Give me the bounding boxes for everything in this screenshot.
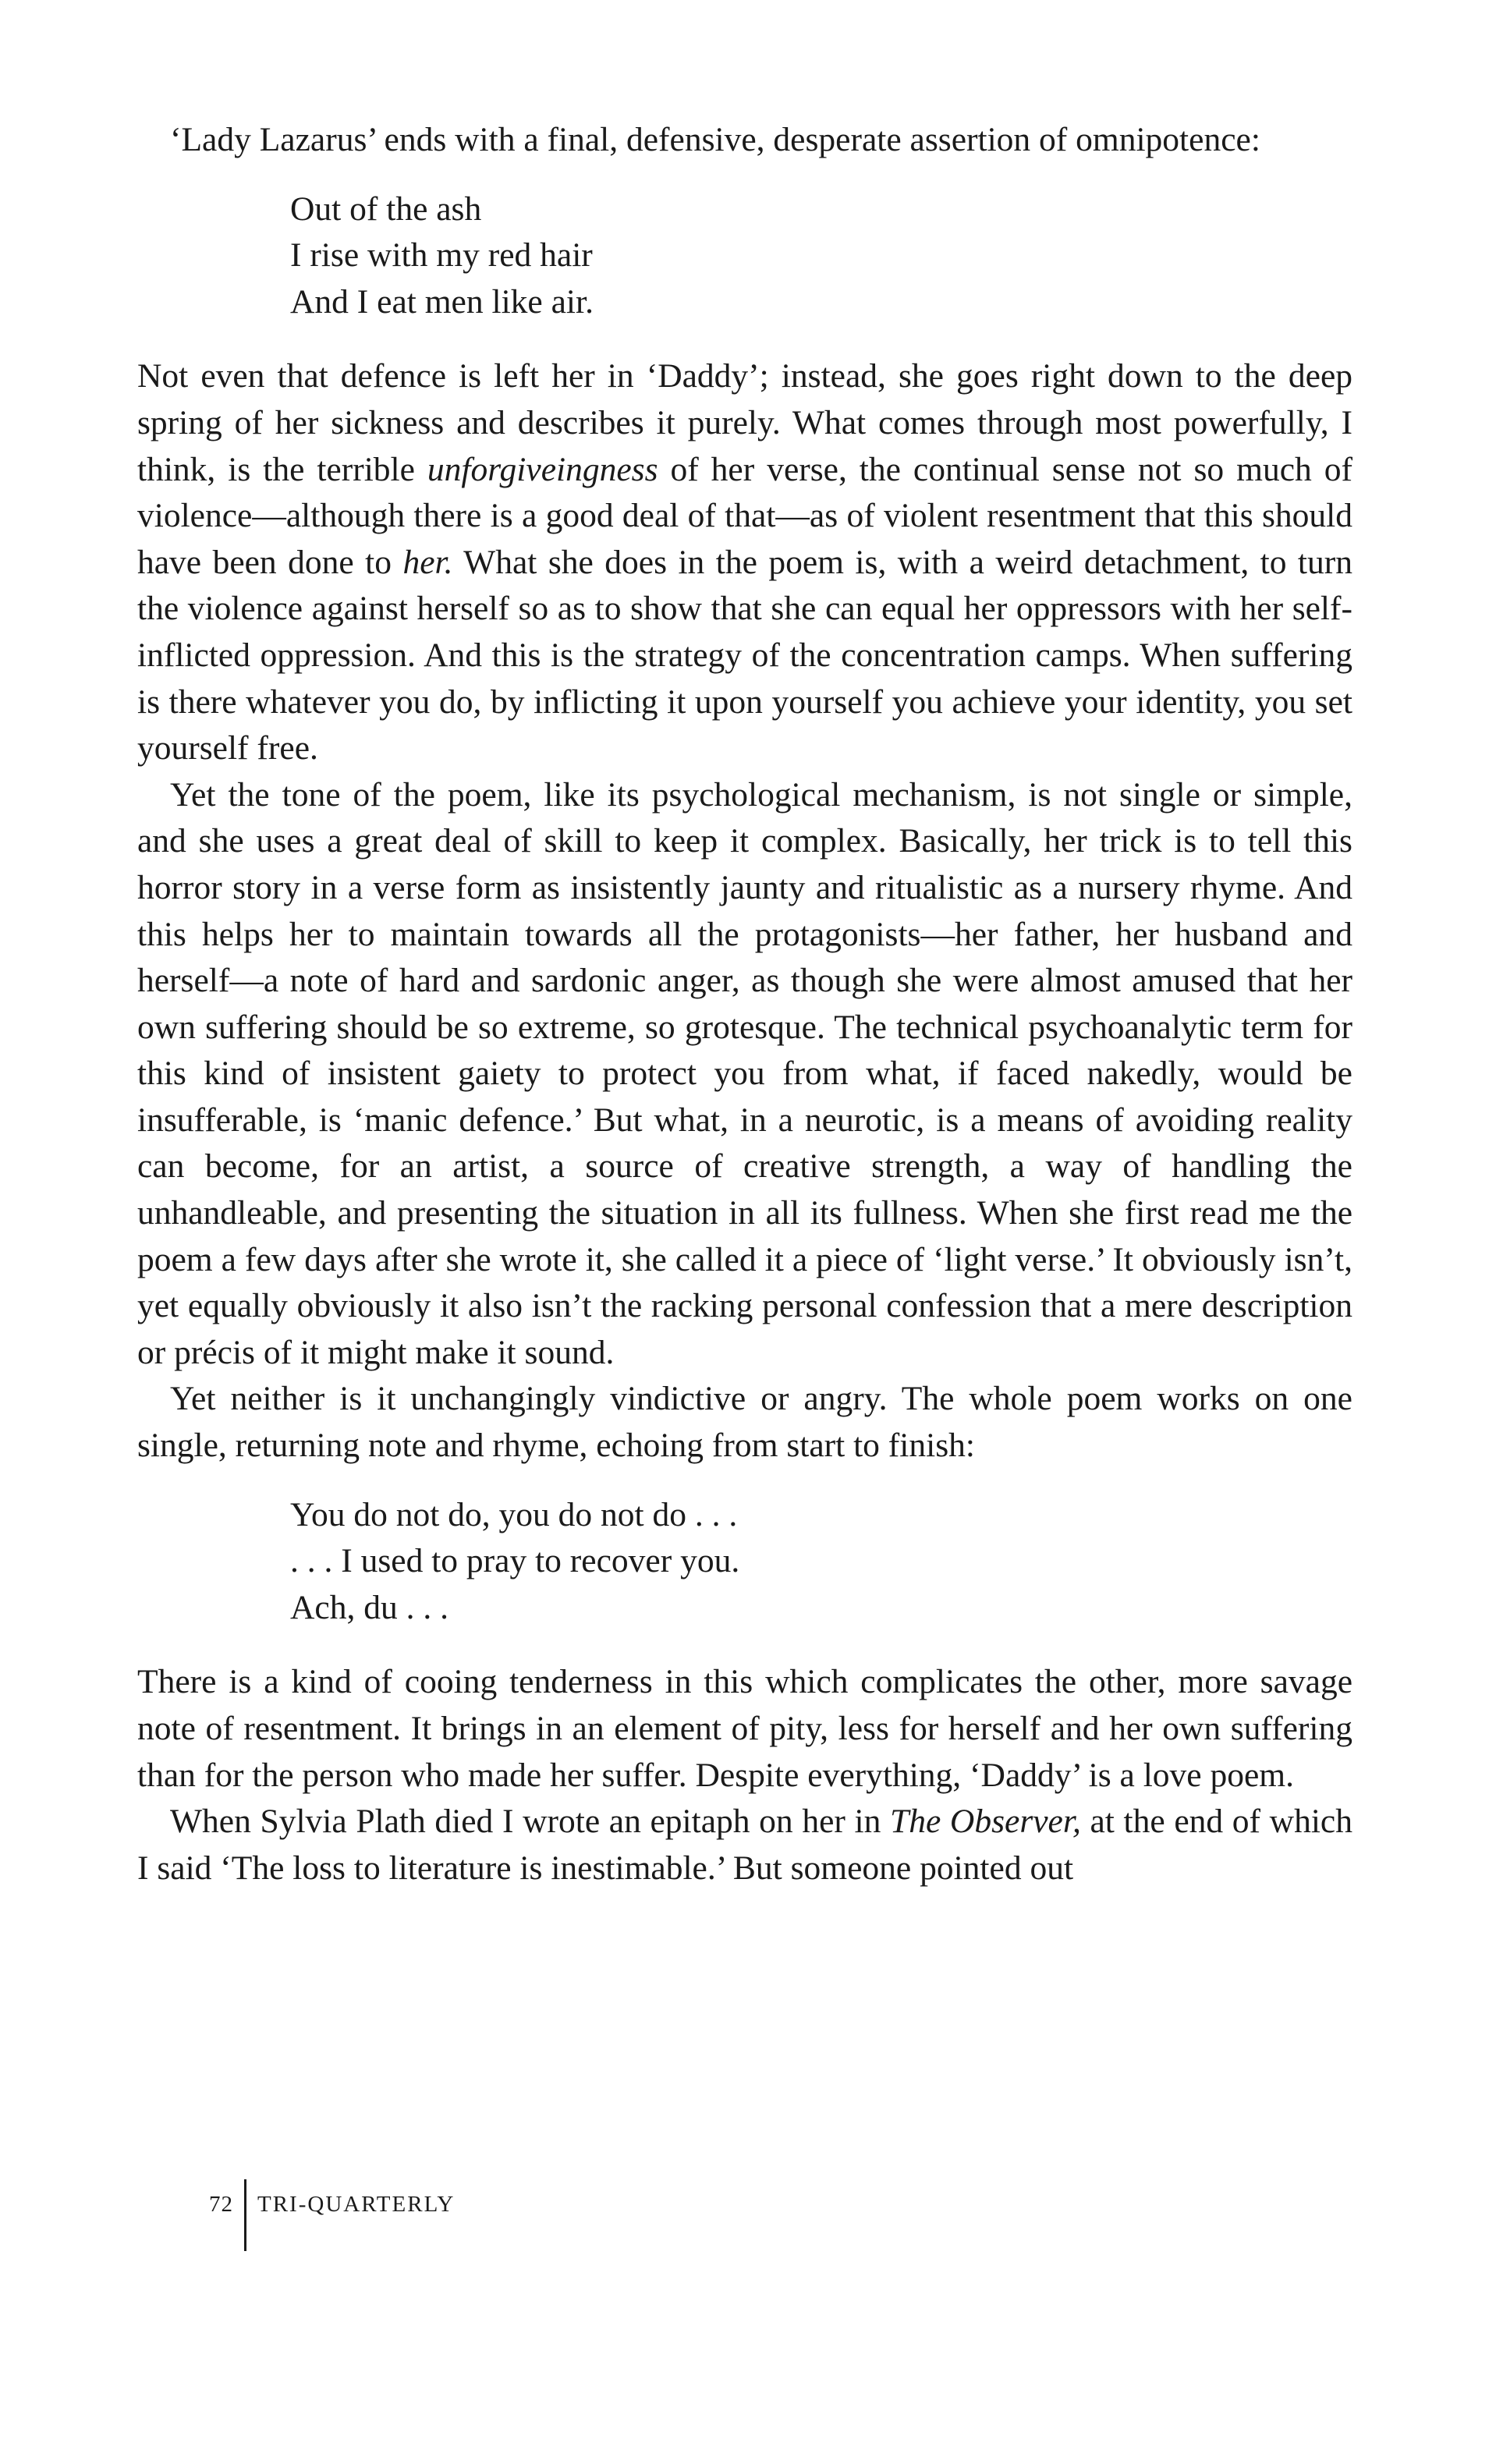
text-run: of her verse, the continual sense not so much of violence—although there is a good deal of that—as of violent resentment that this should have been done to [137,450,1352,581]
paragraph-daddy-defence [137,353,1352,771]
running-title: TRI-QUARTERLY [257,2192,456,2217]
text-run: at the end of which I said ‘The loss to literature is inestimable.’ But someone pointed out [137,1803,1352,1887]
verse-line: I rise with my red hair [290,236,593,275]
verse-quote-daddy [137,1492,1352,1632]
verse-line: . . . I used to pray to recover you. [290,1542,740,1580]
paragraph-cooing-tenderness: There is a kind of cooing tenderness in this which complicates the other, more savage note of resentment. It brings in an element of pity, less for herself and her own suffering than for the person who made her suffer. Despite everything, ‘Daddy’ is a love poem. [137,1663,1352,1794]
verse-line: And I eat men like air. [290,282,594,321]
page-number: 72 [209,2192,233,2217]
verse-line: Out of the ash [290,190,482,228]
text-run: Not even that defence is left her in ‘Daddy’; instead, she goes right down to the deep spring of her sickness and describes it purely. What comes through most powerfully, I think, is the terrible [137,357,1352,488]
page-footer [209,2179,455,2251]
italic-her: her. [402,543,453,581]
paragraph-intro-lady-lazarus: ‘Lady Lazarus’ ends with a final, defensive, desperate assertion of omnipotence: [170,121,1260,158]
paragraph-epitaph [137,1799,1352,1891]
italic-unforgiveingness: unforgiveingness [427,450,658,488]
verse-line: You do not do, you do not do . . . [290,1495,738,1533]
verse-quote-lady-lazarus [137,186,1352,326]
paragraph-tone-of-poem: Yet the tone of the poem, like its psychological mechanism, is not single or simple, and she uses a great deal of skill to keep it complex. Basically, her trick is to tell this horror story in a verse form as insistently jaunty and ritualistic as a nursery rhyme. And this helps her to maintain towards all the protagonists—her father, her husband and herself—a note of hard and sardonic anger, as though she were almost amused that her own suffering should be so extreme, so grotesque. The technical psychoanalytic term for this kind of insistent gaiety to protect you from what, if faced nakedly, would be insufferable, is ‘manic defence.’ But what, in a neurotic, is a means of avoiding reality can become, for an artist, a source of creative strength, a way of handling the unhandleable, and presenting the situation in all its fullness. When she first read me the poem a few days after she wrote it, she called it a piece of ‘light verse.’ It obviously isn’t, yet equally obviously it also isn’t the racking personal confession that a mere description or précis of it might make it sound. [137,775,1352,1371]
italic-the-observer: The Observer, [890,1803,1081,1841]
paragraph-returning-note: Yet neither is it unchangingly vindictive or angry. The whole poem works on one single, returning note and rhyme, echoing from start to finish: [137,1380,1352,1465]
text-run: What she does in the poem is, with a weird detachment, to turn the violence against herself so as to show that she can equal her oppressors with her self-inflicted oppression. And this is the strategy of the concentration camps. When suffering is there whatever you do, by inflicting it upon yourself you achieve your identity, you set yourself free. [137,543,1353,768]
verse-line: Ach, du . . . [290,1588,448,1626]
page-body [137,117,1352,1891]
text-run: When Sylvia Plath died I wrote an epitaph on her in [170,1803,891,1841]
